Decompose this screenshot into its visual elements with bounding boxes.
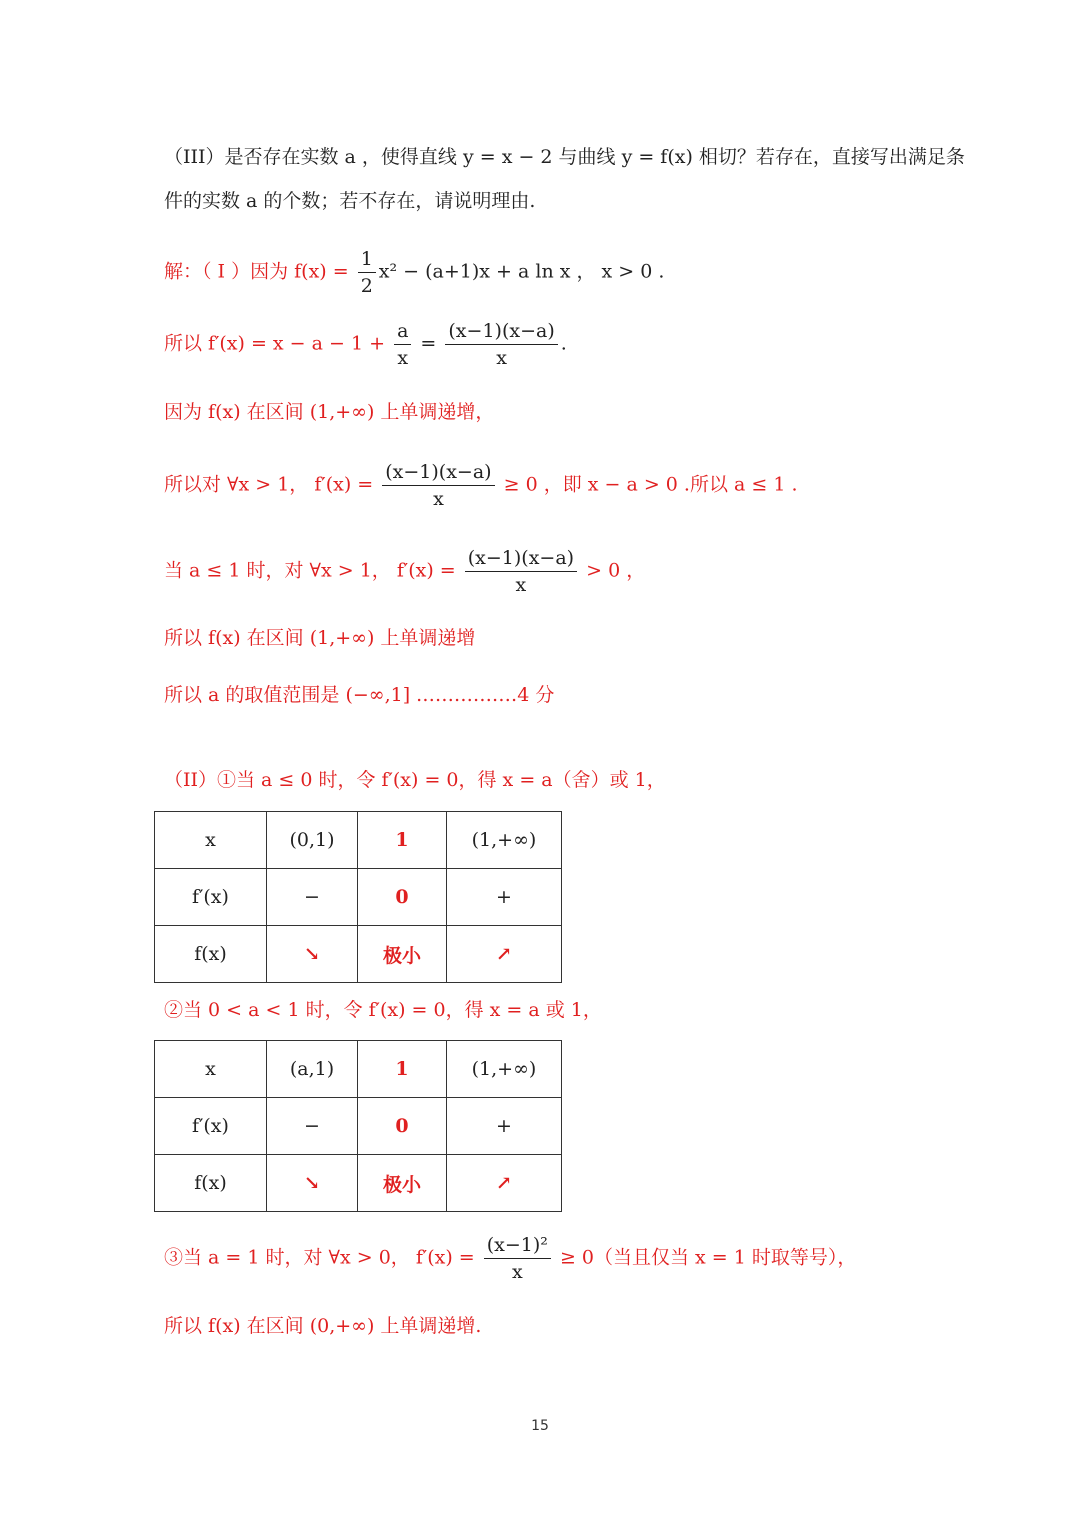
- table-cell: f′(x): [155, 869, 267, 926]
- fraction-numerator: (x−1)(x−a): [465, 545, 577, 572]
- solution-line-5-prefix: 当 a ≤ 1 时，对 ∀x > 1， f′(x) =: [164, 559, 462, 582]
- solution-line-10-prefix: ③当 a = 1 时，对 ∀x > 0， f′(x) =: [164, 1246, 481, 1269]
- solution-line-1-prefix: 解：（ I ）因为 f(x) =: [164, 260, 355, 283]
- table-cell: ↗: [447, 1155, 562, 1212]
- fraction-derivative: [445, 318, 557, 371]
- table-cell: (1,+∞): [447, 812, 562, 869]
- fraction-denominator: x: [515, 574, 527, 596]
- solution-line-1: [164, 246, 664, 299]
- table-cell: f′(x): [155, 1098, 267, 1155]
- solution-line-9: ②当 0 < a < 1 时，令 f′(x) = 0，得 x = a 或 1，: [164, 999, 602, 1021]
- table-cell: −: [267, 869, 358, 926]
- table-row: [155, 1041, 562, 1098]
- equals-sign: =: [414, 332, 443, 355]
- table-cell: (a,1): [267, 1041, 358, 1098]
- table-row: [155, 869, 562, 926]
- fraction-derivative: [465, 545, 577, 598]
- table-cell: f(x): [155, 926, 267, 983]
- solution-line-1-suffix: x² − (a+1)x + a ln x ， x > 0 .: [378, 260, 665, 283]
- fraction-denominator: x: [496, 347, 507, 369]
- fraction-denominator: x: [511, 1261, 523, 1283]
- solution-line-5-suffix: > 0 ，: [580, 559, 646, 582]
- fraction-one-half: [358, 246, 376, 299]
- solution-line-3: 因为 f(x) 在区间 (1,+∞) 上单调递增，: [164, 401, 495, 423]
- fraction-derivative: [382, 459, 494, 512]
- solution-line-8: （II）①当 a ≤ 0 时，令 f′(x) = 0，得 x = a（舍）或 1，: [164, 769, 666, 791]
- solution-line-4-prefix: 所以对 ∀x > 1， f′(x) =: [164, 473, 380, 496]
- table-cell: 1: [358, 812, 447, 869]
- table-cell: (0,1): [267, 812, 358, 869]
- table-cell: 极小: [358, 926, 447, 983]
- table-cell: (1,+∞): [447, 1041, 562, 1098]
- solution-line-4-suffix: ≥ 0 ，即 x − a > 0 .所以 a ≤ 1 .: [497, 473, 798, 496]
- question-3-line-2: 件的实数 a 的个数；若不存在，请说明理由.: [164, 190, 536, 212]
- fraction-numerator: (x−1)(x−a): [382, 459, 494, 486]
- solution-line-2: [164, 318, 567, 371]
- table-row: [155, 926, 562, 983]
- fraction-denominator: x: [397, 347, 409, 369]
- table-row: [155, 1155, 562, 1212]
- period: .: [560, 332, 567, 355]
- fraction-numerator: (x−1)(x−a): [445, 318, 557, 345]
- variation-table-2: [154, 1040, 562, 1212]
- fraction-numerator: a: [394, 318, 411, 345]
- variation-table-1: [154, 811, 562, 983]
- fraction-denominator: x: [433, 488, 444, 510]
- solution-line-10: [164, 1232, 856, 1285]
- solution-line-7: 所以 a 的取值范围是 (−∞,1] .……………4 分: [164, 684, 555, 706]
- table-cell: x: [155, 812, 267, 869]
- solution-line-2-prefix: 所以 f′(x) = x − a − 1 +: [164, 332, 392, 355]
- solution-line-5: [164, 545, 645, 598]
- table-cell: ↗: [447, 926, 562, 983]
- fraction-numerator: 1: [358, 246, 376, 273]
- table-row: [155, 1098, 562, 1155]
- fraction-denominator: 2: [360, 275, 373, 297]
- table-cell: 0: [358, 1098, 447, 1155]
- table-cell: x: [155, 1041, 267, 1098]
- table-cell: ↘: [267, 1155, 358, 1212]
- table-row: [155, 812, 562, 869]
- table-cell: +: [447, 1098, 562, 1155]
- table-cell: +: [447, 869, 562, 926]
- fraction-derivative: [484, 1232, 551, 1285]
- page-number: 15: [531, 1418, 549, 1434]
- table-cell: −: [267, 1098, 358, 1155]
- solution-line-10-suffix: ≥ 0（当且仅当 x = 1 时取等号），: [553, 1246, 857, 1269]
- question-3-line-1: （III）是否存在实数 a ，使得直线 y = x − 2 与曲线 y = f(x) 相切？若存在，直接写出满足条: [164, 146, 965, 168]
- table-cell: 0: [358, 869, 447, 926]
- table-cell: f(x): [155, 1155, 267, 1212]
- table-cell: 极小: [358, 1155, 447, 1212]
- solution-line-6: 所以 f(x) 在区间 (1,+∞) 上单调递增: [164, 627, 476, 649]
- solution-line-11: 所以 f(x) 在区间 (0,+∞) 上单调递增.: [164, 1315, 482, 1337]
- fraction-a-over-x: [394, 318, 411, 371]
- table-cell: ↘: [267, 926, 358, 983]
- table-cell: 1: [358, 1041, 447, 1098]
- solution-line-4: [164, 459, 798, 512]
- fraction-numerator: (x−1)²: [484, 1232, 551, 1259]
